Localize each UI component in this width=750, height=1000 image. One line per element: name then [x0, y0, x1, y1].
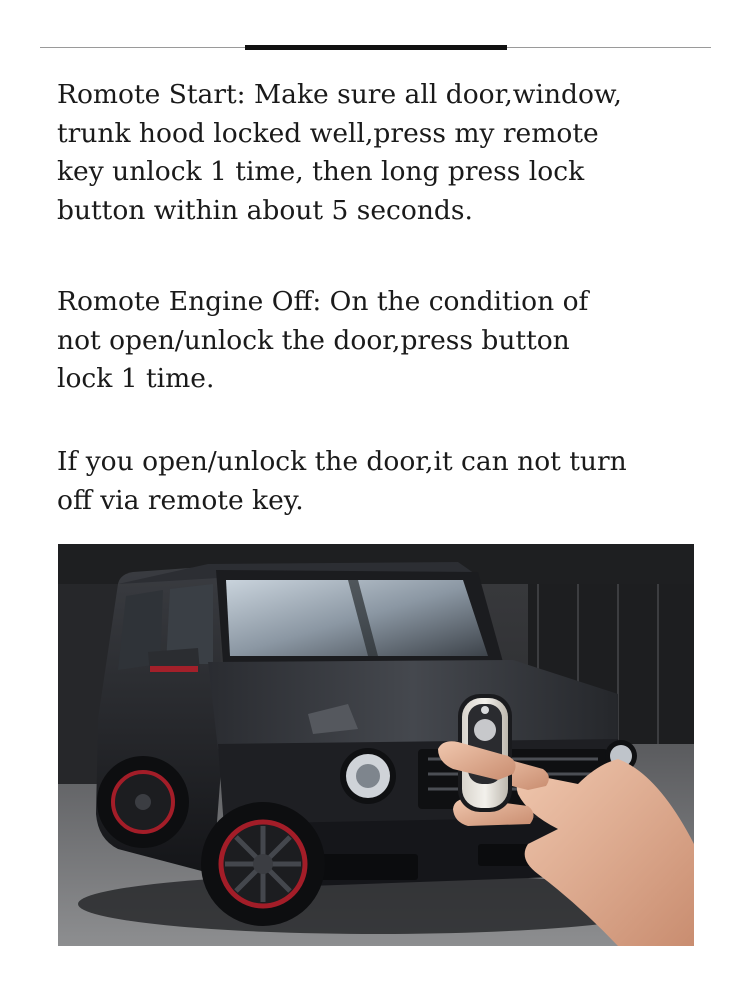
text-line: button within about 5 seconds. — [57, 194, 473, 226]
remote-start-paragraph — [57, 76, 717, 230]
remote-engine-off-paragraph — [57, 283, 717, 399]
text-line: lock 1 time. — [57, 363, 215, 394]
text-line: If you open/unlock the door,it can not turn — [57, 446, 627, 477]
text-line: Romote Start: Make sure all door,window, — [57, 79, 622, 110]
top-divider-accent — [245, 45, 507, 50]
unlock-note-paragraph — [57, 443, 717, 520]
text-line: off via remote key. — [57, 484, 304, 516]
text-line: Romote Engine Off: On the condition of — [57, 286, 589, 317]
product-photo — [58, 544, 694, 946]
text-line: key unlock 1 time, then long press lock — [57, 156, 585, 187]
car-and-key-illustration — [58, 544, 694, 946]
text-line: not open/unlock the door,press button — [57, 324, 570, 356]
text-line: trunk hood locked well,press my remote — [57, 117, 599, 149]
